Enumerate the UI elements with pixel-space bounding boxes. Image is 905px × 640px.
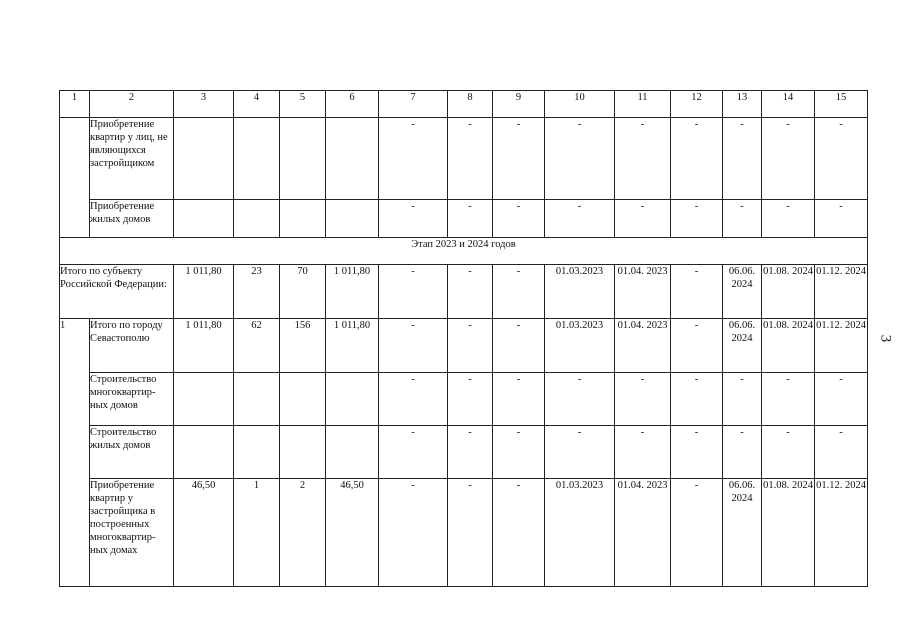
value-cell: -: [723, 200, 762, 238]
program-table: [59, 90, 868, 587]
value-cell: -: [448, 200, 493, 238]
column-header: 11: [615, 91, 671, 118]
value-cell: -: [615, 118, 671, 200]
value-cell: 01.04. 2023: [615, 479, 671, 587]
value-cell: -: [762, 118, 815, 200]
value-cell: -: [379, 373, 448, 426]
row-label: Строительство жилых домов: [90, 426, 174, 479]
value-cell: -: [815, 118, 868, 200]
value-cell: [234, 373, 280, 426]
value-cell: -: [448, 426, 493, 479]
value-cell: 46,50: [326, 479, 379, 587]
value-cell: -: [762, 200, 815, 238]
value-cell: -: [448, 265, 493, 319]
value-cell: -: [493, 426, 545, 479]
value-cell: -: [815, 200, 868, 238]
value-cell: -: [615, 373, 671, 426]
table-row: [60, 479, 868, 587]
value-cell: -: [545, 118, 615, 200]
value-cell: -: [671, 373, 723, 426]
value-cell: -: [762, 373, 815, 426]
column-header: 14: [762, 91, 815, 118]
header-row: [60, 91, 868, 118]
value-cell: 06.06. 2024: [723, 319, 762, 373]
value-cell: [174, 200, 234, 238]
value-cell: -: [671, 319, 723, 373]
row-label: Итого по городу Севастополю: [90, 319, 174, 373]
value-cell: [326, 373, 379, 426]
row-label: Строительство многоквартир-ных домов: [90, 373, 174, 426]
value-cell: 01.08. 2024: [762, 479, 815, 587]
column-header: 5: [280, 91, 326, 118]
column-header: 9: [493, 91, 545, 118]
row-label: Приобретение жилых домов: [90, 200, 174, 238]
value-cell: -: [671, 118, 723, 200]
column-header: 6: [326, 91, 379, 118]
value-cell: 1 011,80: [326, 265, 379, 319]
value-cell: [174, 373, 234, 426]
row-label: Итого по субъекту Российской Федерации:: [60, 265, 174, 319]
value-cell: 01.12. 2024: [815, 319, 868, 373]
value-cell: [174, 426, 234, 479]
value-cell: 70: [280, 265, 326, 319]
value-cell: -: [723, 118, 762, 200]
value-cell: -: [545, 426, 615, 479]
value-cell: -: [493, 373, 545, 426]
value-cell: 01.04. 2023: [615, 265, 671, 319]
column-header: 12: [671, 91, 723, 118]
value-cell: -: [493, 479, 545, 587]
value-cell: 01.12. 2024: [815, 265, 868, 319]
value-cell: -: [379, 319, 448, 373]
value-cell: -: [815, 373, 868, 426]
value-cell: 01.04. 2023: [615, 319, 671, 373]
table-row: [60, 118, 868, 200]
value-cell: -: [545, 373, 615, 426]
column-header: 10: [545, 91, 615, 118]
value-cell: -: [493, 118, 545, 200]
value-cell: -: [448, 373, 493, 426]
stage-title: Этап 2023 и 2024 годов: [60, 238, 868, 265]
number-cell: [60, 118, 90, 238]
value-cell: -: [493, 319, 545, 373]
value-cell: [326, 426, 379, 479]
value-cell: [234, 200, 280, 238]
table-row: [60, 200, 868, 238]
value-cell: 01.08. 2024: [762, 265, 815, 319]
column-header: 8: [448, 91, 493, 118]
column-header: 7: [379, 91, 448, 118]
value-cell: 01.12. 2024: [815, 479, 868, 587]
value-cell: -: [815, 426, 868, 479]
column-header: 1: [60, 91, 90, 118]
value-cell: 01.08. 2024: [762, 319, 815, 373]
table-row: [60, 373, 868, 426]
value-cell: 2: [280, 479, 326, 587]
value-cell: 01.03.2023: [545, 265, 615, 319]
value-cell: -: [379, 265, 448, 319]
table-body: [60, 91, 868, 587]
value-cell: [280, 118, 326, 200]
value-cell: [234, 118, 280, 200]
value-cell: 156: [280, 319, 326, 373]
value-cell: -: [615, 200, 671, 238]
row-label: Приобретение квартир у застройщика в построенных многоквартир-ных домах: [90, 479, 174, 587]
value-cell: -: [379, 200, 448, 238]
value-cell: [326, 118, 379, 200]
column-header: 15: [815, 91, 868, 118]
stage-row: [60, 238, 868, 265]
value-cell: 01.03.2023: [545, 319, 615, 373]
value-cell: 1 011,80: [174, 265, 234, 319]
value-cell: [234, 426, 280, 479]
value-cell: -: [379, 426, 448, 479]
row-label: Приобретение квартир у лиц, не являющихся застройщиком: [90, 118, 174, 200]
value-cell: -: [379, 479, 448, 587]
value-cell: -: [723, 426, 762, 479]
page-number: 3: [877, 334, 894, 343]
value-cell: -: [723, 373, 762, 426]
value-cell: -: [379, 118, 448, 200]
value-cell: [326, 200, 379, 238]
value-cell: -: [448, 118, 493, 200]
value-cell: -: [448, 479, 493, 587]
value-cell: -: [615, 426, 671, 479]
value-cell: [280, 373, 326, 426]
column-header: 3: [174, 91, 234, 118]
value-cell: [174, 118, 234, 200]
value-cell: -: [545, 200, 615, 238]
value-cell: 01.03.2023: [545, 479, 615, 587]
value-cell: 1 011,80: [174, 319, 234, 373]
value-cell: -: [671, 200, 723, 238]
value-cell: 06.06. 2024: [723, 265, 762, 319]
value-cell: [280, 426, 326, 479]
column-header: 4: [234, 91, 280, 118]
column-header: 2: [90, 91, 174, 118]
value-cell: 06.06. 2024: [723, 479, 762, 587]
total-subject-row: [60, 265, 868, 319]
value-cell: 62: [234, 319, 280, 373]
value-cell: 46,50: [174, 479, 234, 587]
value-cell: -: [762, 426, 815, 479]
value-cell: [280, 200, 326, 238]
value-cell: -: [671, 479, 723, 587]
value-cell: 23: [234, 265, 280, 319]
table-row: [60, 319, 868, 373]
value-cell: -: [448, 319, 493, 373]
table-row: [60, 426, 868, 479]
column-header: 13: [723, 91, 762, 118]
value-cell: -: [671, 426, 723, 479]
value-cell: -: [493, 265, 545, 319]
value-cell: 1 011,80: [326, 319, 379, 373]
value-cell: -: [671, 265, 723, 319]
number-cell: 1: [60, 319, 90, 587]
value-cell: -: [493, 200, 545, 238]
value-cell: 1: [234, 479, 280, 587]
